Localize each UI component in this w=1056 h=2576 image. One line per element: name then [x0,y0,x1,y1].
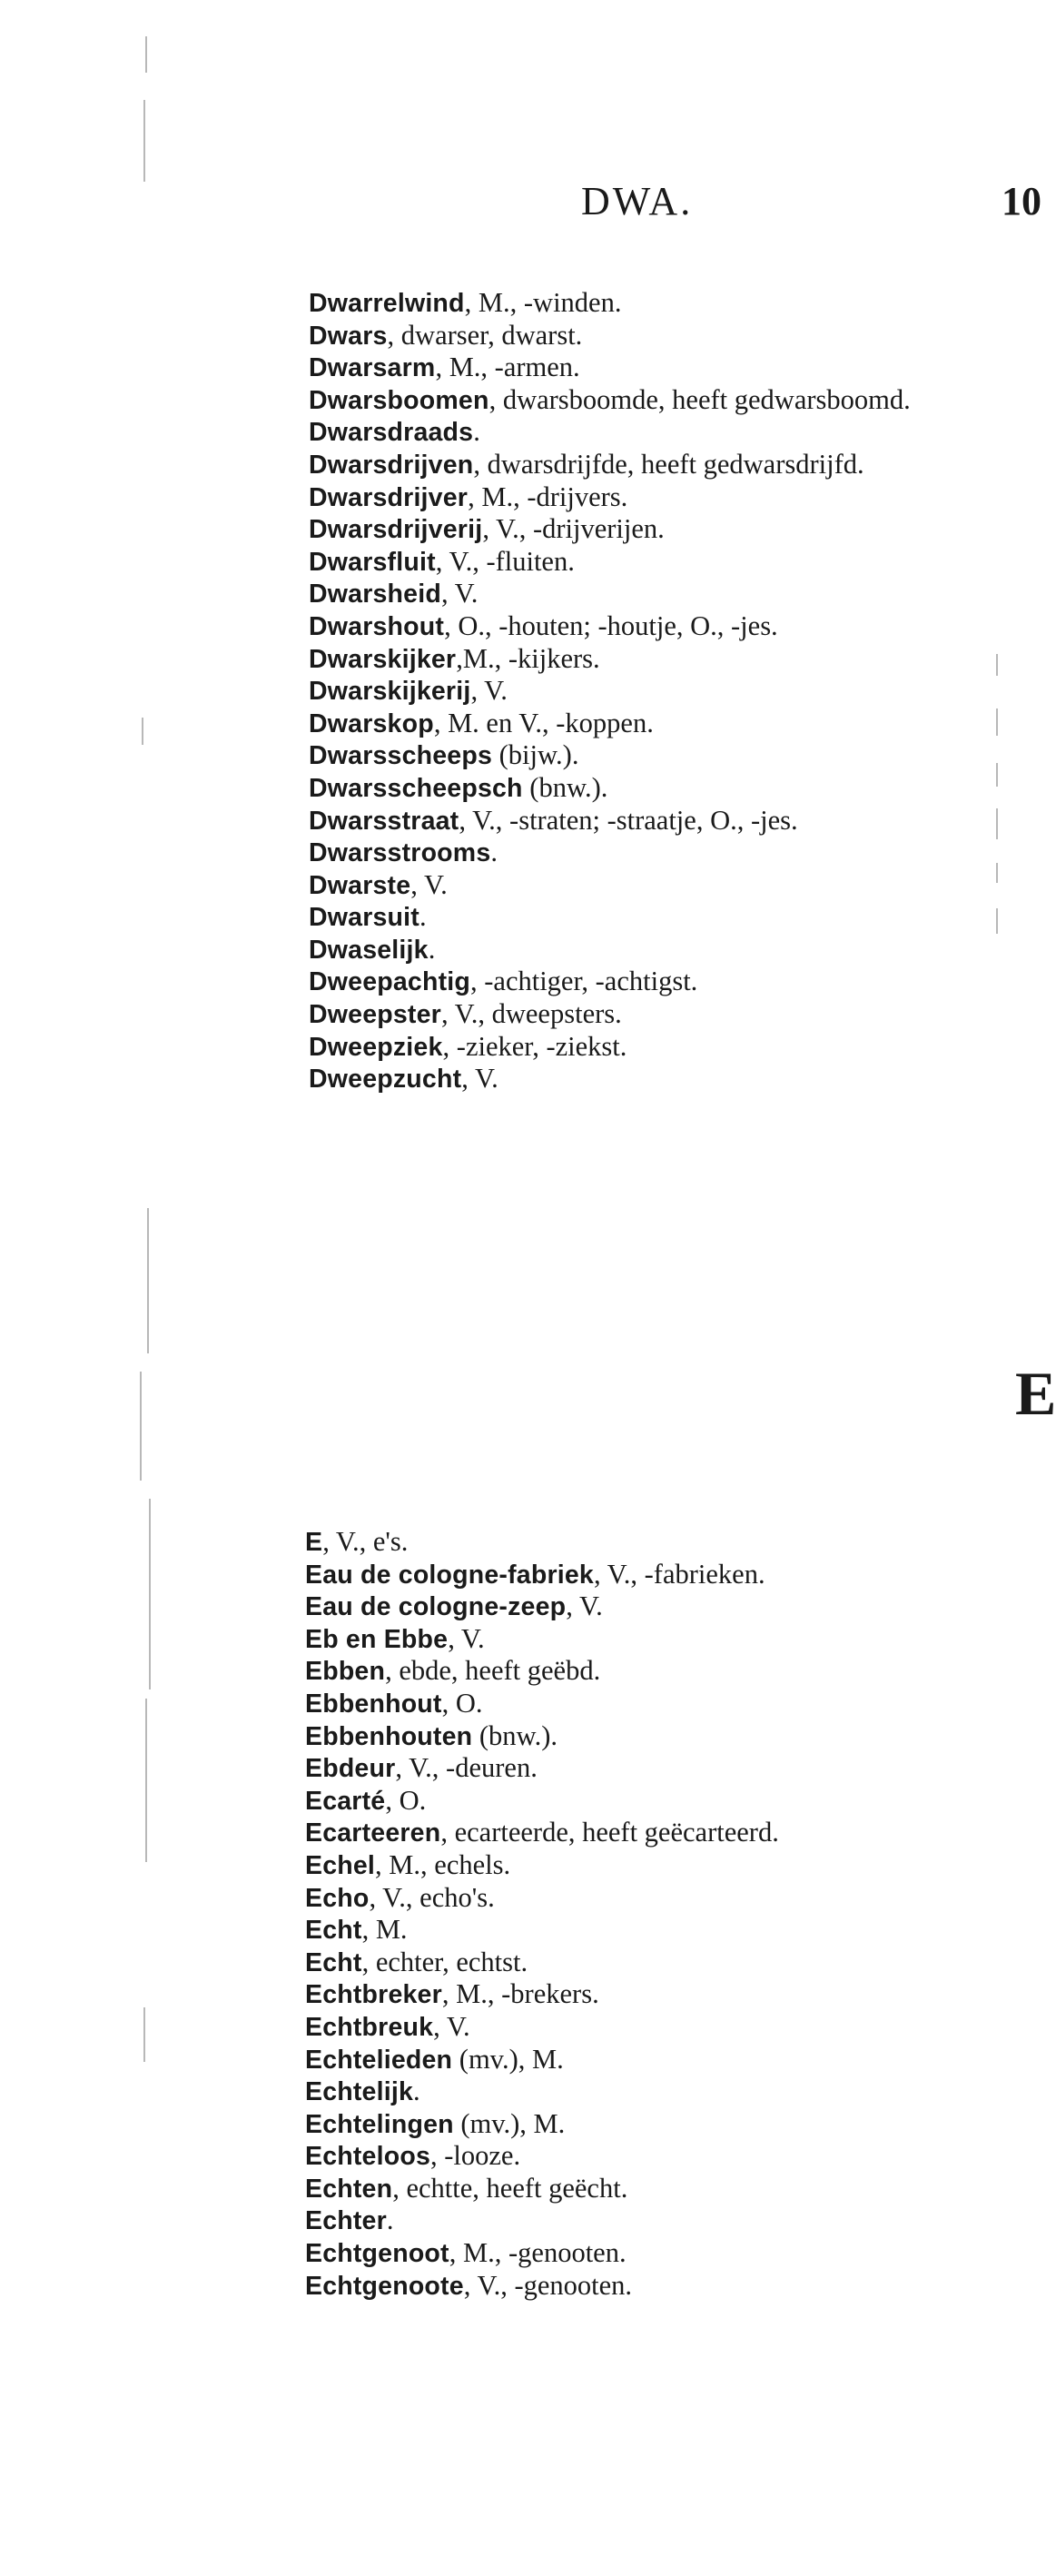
entry-grammar: , ecarteerde, heeft geëcarteerd. [440,1817,779,1848]
dictionary-entry [305,2011,1013,2044]
entry-grammar: . [386,2204,394,2236]
entry-headword: Echtelingen [305,2109,454,2139]
dictionary-entry [309,1031,1017,1064]
entry-headword: Dwarsdrijven [309,450,474,480]
dictionary-entry [309,837,1017,869]
entry-headword: Echel [305,1850,376,1880]
dictionary-entry [305,2108,1013,2141]
entry-headword: Dweepziek [309,1032,443,1062]
entry-headword: Dwars [309,321,388,351]
dictionary-entry [309,675,1017,708]
entry-headword: Dwarsstraat [309,806,459,836]
entry-grammar: , V., -genooten. [463,2269,633,2301]
dictionary-entry [309,739,1017,772]
entry-grammar: , V., e's. [322,1526,409,1557]
page-number: 10 [1002,179,1041,223]
dictionary-entry [305,1590,1013,1623]
entry-headword: Dwarsscheepsch [309,773,523,803]
entry-headword: Echteloos [305,2142,430,2172]
entry-grammar: , V. [461,1063,498,1095]
entry-headword: Dwarsdrijver [309,482,469,512]
dictionary-entry [305,1655,1013,1688]
dictionary-entry [305,1688,1013,1720]
dictionary-entry [309,934,1017,966]
dictionary-entry [305,1947,1013,1979]
entry-headword: Echtbreuk [305,2012,434,2042]
entry-headword: Eau de cologne-fabriek [305,1560,594,1590]
entry-grammar: , V., -fluiten. [435,545,575,577]
entry-headword: Dwarrelwind [309,289,465,318]
dictionary-entry [305,2140,1013,2173]
dictionary-entry [305,1817,1013,1849]
entry-grammar: , O. [441,1687,483,1719]
dictionary-entries-e [305,1526,1013,2302]
entry-headword: Dwarsarm [309,353,436,383]
entry-grammar: (bijw.). [492,739,579,771]
dictionary-entry [305,1623,1013,1656]
entry-grammar: , echter, echtst. [361,1946,528,1977]
section-letter: E [1015,1359,1056,1428]
dictionary-entry [305,1849,1013,1882]
entry-headword: Eau de cologne-zeep [305,1592,567,1622]
entry-headword: Echtgenoote [305,2271,464,2301]
entry-grammar: , -looze. [430,2140,521,2172]
entry-headword: Dwarskijkerij [309,677,471,707]
entry-grammar: , O., -houten; -houtje, O., -jes. [444,609,778,641]
entry-grammar: , M., -winden. [464,287,622,318]
dictionary-entry [305,1526,1013,1559]
entry-grammar: (bnw.). [472,1719,558,1751]
dictionary-entry [305,2173,1013,2205]
dictionary-entry [309,805,1017,837]
entry-grammar: (mv.), M. [452,2043,564,2075]
dictionary-entry [309,998,1017,1031]
dictionary-entry [305,1914,1013,1947]
dictionary-entry [309,578,1017,610]
entry-headword: Dwarsstrooms [309,838,491,868]
entry-headword: Echtelijk [305,2077,414,2107]
entry-headword: Echten [305,2174,393,2204]
dictionary-entry [305,1785,1013,1818]
dictionary-entries-dw [309,287,1017,1095]
entry-headword: Dwarsdraads [309,418,474,448]
entry-headword: Ebbenhout [305,1689,442,1719]
dictionary-entry [309,966,1017,998]
dictionary-entry [305,2270,1013,2303]
entry-grammar: , V., -deuren. [395,1752,538,1784]
entry-grammar: . [419,901,427,933]
dictionary-entry [305,1720,1013,1753]
entry-grammar: (mv.), M. [453,2107,566,2139]
running-head: DWA. [581,179,694,223]
entry-grammar: , V., echo's. [369,1881,495,1913]
entry-headword: Echtgenoot [305,2239,449,2269]
entry-grammar: , -zieker, -ziekst. [442,1030,627,1062]
entry-grammar: , V., -drijverijen. [482,513,665,545]
entry-headword: Ecarteeren [305,1818,441,1848]
dictionary-entry [305,2044,1013,2076]
dictionary-entry [305,1752,1013,1785]
dictionary-entry [309,546,1017,579]
entry-headword: Ebbenhouten [305,1721,473,1751]
entry-grammar: , V., -straten; -straatje, O., -jes. [459,804,798,836]
entry-headword: Echtelieden [305,2045,453,2075]
dictionary-entry [309,320,1017,352]
entry-headword: Echo [305,1883,370,1913]
entry-grammar: , M., -drijvers. [468,481,628,512]
dictionary-entry [309,708,1017,740]
entry-grammar: , M., -armen. [435,352,580,383]
entry-headword: Eb en Ebbe [305,1624,449,1654]
entry-headword: Dwarsheid [309,580,441,609]
entry-headword: Dwarskop [309,708,434,738]
entry-headword: Dwarsboomen [309,385,489,415]
entry-headword: Dwarshout [309,611,445,641]
entry-headword: Echter [305,2206,387,2236]
left-margin-scan-marks [136,27,163,2389]
entry-headword: Dweepzucht [309,1065,462,1095]
entry-grammar: , V. [448,1622,485,1654]
entry-headword: Dwaselijk [309,935,429,965]
entry-grammar: , V. [470,675,508,707]
entry-headword: Dwarsdrijverij [309,515,483,545]
entry-grammar: , dwarsdrijfde, heeft gedwarsdrijfd. [473,448,864,480]
entry-grammar: , dwarser, dwarst. [387,319,583,351]
entry-headword: Dweepachtig [309,967,470,997]
dictionary-entry [309,449,1017,481]
entry-grammar: , M., -brekers. [441,1978,599,2010]
entry-grammar: , M. [361,1914,408,1946]
dictionary-entry [309,901,1017,934]
dictionary-entry [309,610,1017,643]
dictionary-entry [309,481,1017,514]
entry-grammar: ,M., -kijkers. [456,642,600,674]
dictionary-entry [309,287,1017,320]
entry-headword: Dwarsscheeps [309,741,493,771]
entry-headword: Dwarskijker [309,644,457,674]
entry-grammar: , V. [566,1590,603,1622]
entry-headword: E [305,1528,323,1557]
dictionary-entry [309,643,1017,676]
entry-grammar: , dwarsboomde, heeft gedwarsboomd. [489,383,911,415]
entry-grammar: , V. [433,2010,470,2042]
entry-headword: Ebdeur [305,1754,396,1784]
entry-headword: Ecarté [305,1786,386,1816]
entry-grammar: . [413,2076,420,2107]
dictionary-entry [309,352,1017,384]
entry-headword: Echt [305,1947,362,1977]
entry-grammar: , V. [440,578,479,609]
entry-headword: Ebben [305,1657,386,1687]
dictionary-entry [305,2204,1013,2237]
dictionary-entry [309,869,1017,902]
entry-grammar: , V. [410,868,448,900]
dictionary-entry [309,513,1017,546]
entry-grammar: , M., echels. [375,1848,511,1880]
dictionary-entry [309,772,1017,805]
entry-grammar: , echtte, heeft geëcht. [392,2172,628,2204]
entry-grammar: , V., dweepsters. [440,998,622,1030]
entry-grammar: , O. [385,1784,427,1816]
dictionary-entry [305,1978,1013,2011]
dictionary-entry [305,1559,1013,1591]
entry-grammar: . [428,933,436,965]
dictionary-entry [309,416,1017,449]
entry-headword: Dwarsfluit [309,547,436,577]
entry-headword: Dweepster [309,1000,441,1030]
entry-headword: Dwarsuit [309,903,419,933]
entry-headword: Echt [305,1916,362,1946]
entry-grammar: , ebde, heeft geëbd. [385,1655,601,1687]
dictionary-entry [309,1063,1017,1095]
dictionary-entry [305,1882,1013,1915]
dictionary-entry [305,2237,1013,2270]
dictionary-entry [305,2076,1013,2108]
entry-grammar: , -achtiger, -achtigst. [470,966,698,997]
entry-grammar: , M. en V., -koppen. [433,707,654,738]
entry-headword: Dwarste [309,870,411,900]
entry-grammar: . [473,416,480,448]
entry-grammar: , M., -genooten. [449,2237,627,2269]
entry-grammar: , V., -fabrieken. [593,1558,765,1590]
dictionary-entry [309,384,1017,417]
entry-headword: Echtbreker [305,1980,442,2010]
entry-grammar: (bnw.). [522,771,608,803]
entry-grammar: . [490,837,498,868]
